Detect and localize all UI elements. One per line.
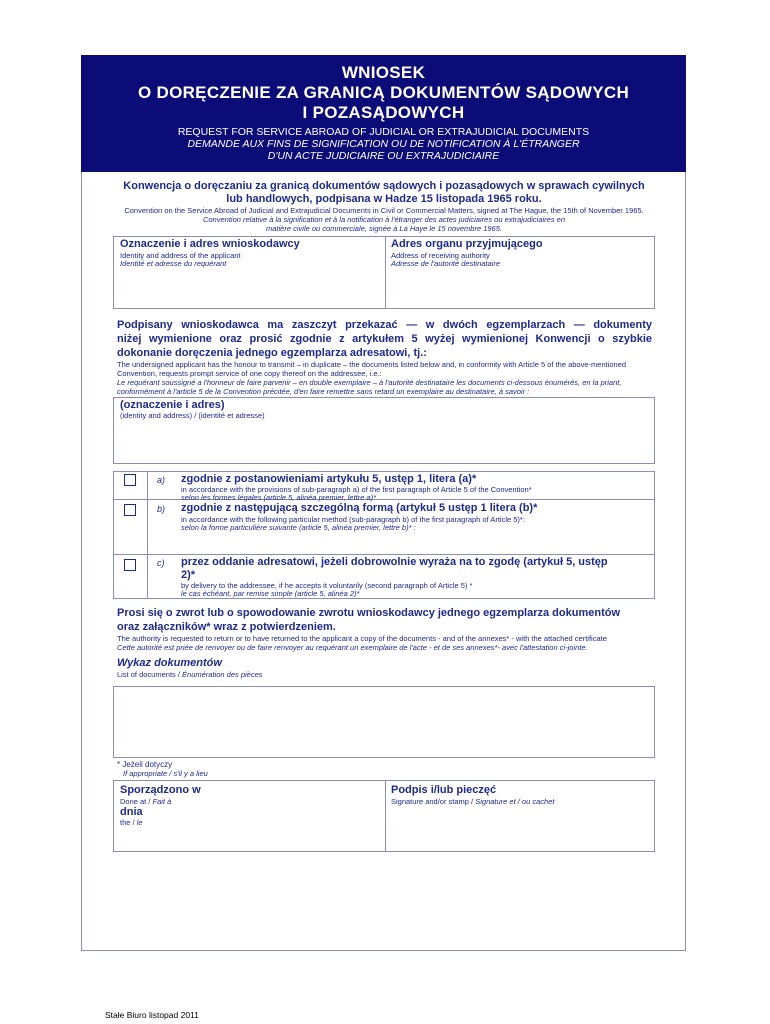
request-en-1: The undersigned applicant has the honour to transmit – in duplicate – the documents listed below and, in conformity with Article 5 of the above-mentioned bbox=[117, 360, 627, 369]
return-fr: Cette autorité est priée de renvoyer ou de faire renvoyer au requérant un exemplaire de l'acte - et de ses annexes*- avec l'attestation ci-jointe. bbox=[117, 643, 588, 652]
option-a-letter: a) bbox=[157, 475, 166, 485]
option-b-label: zgodnie z następującą szczególną formą (artykuł 5 ustęp 1 litera (b)* bbox=[181, 502, 538, 514]
option-row-divider bbox=[113, 554, 655, 555]
form-title-line3: I POZASĄDOWYCH bbox=[302, 103, 465, 122]
option-a-checkbox[interactable] bbox=[124, 474, 136, 486]
done-at-label: Sporządzono w bbox=[120, 784, 201, 796]
done-at-sub: Done at / Fait à bbox=[120, 797, 172, 806]
option-a-label: zgodnie z postanowieniami artykułu 5, ustęp 1, litera (a)* bbox=[181, 473, 477, 485]
footnote: * Jeżeli dotyczy bbox=[117, 760, 173, 769]
options-divider bbox=[147, 471, 148, 599]
return-text-1: Prosi się o zwrot lub o spowodowanie zwrotu wnioskodawcy jednego egzemplarza dokumentów bbox=[117, 607, 621, 619]
signature-label: Podpis i/lub pieczęć bbox=[391, 784, 497, 796]
footnote-en-fr: If appropriate / s'il y a lieu bbox=[123, 769, 208, 778]
option-b-fr: selon la forme particulière suivante (article 5, alinéa premier, lettre b)* : bbox=[181, 523, 416, 532]
authority-label: Adres organu przyjmującego bbox=[391, 238, 543, 250]
convention-fr-2: matière civile ou commerciale, signée à La Haye le 15 novembre 1965. bbox=[266, 224, 502, 233]
title-banner bbox=[81, 55, 686, 172]
convention-fr: Convention relative à la signification et à la notification à l'étranger des actes judiciaires ou extrajudiciaires en bbox=[202, 215, 566, 224]
return-en: The authority is requested to return or to have returned to the applicant a copy of the documents - and of the annexes* - with the attached certificate bbox=[117, 634, 607, 643]
date-field[interactable] bbox=[150, 806, 382, 826]
return-text-2: oraz załączników* wraz z potwierdzeniem. bbox=[117, 621, 336, 633]
request-fr-2: conformément à l'article 5 de la Convention précitée, d'en faire remettre sans retard un exemplaire au destinataire, à savoir : bbox=[117, 387, 530, 396]
addressee-label: (oznaczenie i adres) bbox=[120, 399, 225, 411]
done-at-field[interactable] bbox=[210, 784, 382, 804]
convention-block bbox=[100, 180, 668, 233]
applicant-field[interactable] bbox=[114, 270, 384, 308]
form-title-line2: O DORĘCZENIE ZA GRANICĄ DOKUMENTÓW SĄDOWYCH bbox=[137, 83, 630, 102]
option-c-checkbox[interactable] bbox=[124, 559, 136, 571]
applicant-label-fr: Identité et adresse du requérant bbox=[120, 259, 227, 268]
request-text-2: niżej wymienione oraz prosić zgodnie z artykułem 5 wyżej wymienionej Konwencji o szybkie bbox=[117, 333, 652, 345]
option-c-label-2: 2)* bbox=[181, 569, 196, 581]
option-b-en: in accordance with the following particular method (sub-paragraph b) of the first paragraph of Article 5)*: bbox=[181, 515, 525, 524]
form-subtitle-fr-2: D'UN ACTE JUDICIAIRE OU EXTRAJUDICIAIRE bbox=[267, 150, 500, 162]
convention-en: Convention on the Service Abroad of Judicial and Extrajudicial Documents in Civil or Commercial Matters, signed at The Hague, the 15th of November 1965. bbox=[124, 206, 644, 215]
documents-sub: List of documents / Énumération des pièces bbox=[117, 670, 263, 679]
request-text-3: dokonanie doręczenia jednego egzemplarza adresatowi, tj.: bbox=[117, 347, 427, 359]
option-a-fr: selon les formes légales (article 5, alinéa premier, lettre a)* bbox=[181, 493, 377, 502]
footer-note: Stałe Biuro listopad 2011 bbox=[105, 1010, 199, 1020]
request-fr-1: Le requérant soussigné a l'honneur de faire parvenir – en double exemplaire – à l'autorité destinataire les documents ci-dessous énumérés, en la priant, bbox=[117, 378, 622, 387]
signature-sub: Signature and/or stamp / Signature et / ou cachet bbox=[391, 797, 555, 806]
documents-label: Wykaz dokumentów bbox=[117, 657, 222, 669]
form-subtitle-en: REQUEST FOR SERVICE ABROAD OF JUDICIAL OR EXTRAJUDICIAL DOCUMENTS bbox=[177, 126, 590, 138]
option-c-letter: c) bbox=[157, 558, 165, 568]
option-c-en: by delivery to the addressee, if he accepts it voluntarily (second paragraph of Article 5) * bbox=[181, 581, 473, 590]
option-b-method-field[interactable] bbox=[181, 533, 651, 552]
addressee-sub: (identity and address) / (identité et adresse) bbox=[120, 411, 265, 420]
return-request bbox=[117, 606, 652, 652]
option-b-checkbox[interactable] bbox=[124, 504, 136, 516]
request-text-1: Podpisany wnioskodawca ma zaszczyt przekazać — w dwóch egzemplarzach — dokumenty bbox=[117, 319, 652, 331]
convention-title: Konwencja o doręczaniu za granicą dokumentów sądowych i pozasądowych w sprawach cywilnych bbox=[123, 180, 645, 192]
applicant-label-en: Identity and address of the applicant bbox=[120, 251, 241, 260]
option-c-fr: le cas échéant, par remise simple (article 5, alinéa 2)* bbox=[181, 589, 360, 598]
option-b-letter: b) bbox=[157, 504, 166, 514]
signature-field[interactable] bbox=[386, 808, 654, 851]
applicant-label: Oznaczenie i adres wnioskodawcy bbox=[120, 238, 300, 250]
request-paragraph bbox=[117, 318, 652, 396]
form-title: WNIOSEK bbox=[341, 63, 426, 82]
addressee-field[interactable] bbox=[114, 422, 654, 463]
option-c-label: przez oddanie adresatowi, jeżeli dobrowolnie wyraża na to zgodę (artykuł 5, ustęp bbox=[181, 556, 608, 568]
request-en-2: Convention, requests prompt service of one copy thereof on the addressee, i.e.: bbox=[117, 369, 382, 378]
option-a-en: in accordance with the provisions of sub-paragraph a) of the first paragraph of Article 5 of the Convention* bbox=[181, 485, 532, 494]
date-label: dnia bbox=[120, 806, 143, 818]
form-subtitle-fr: DEMANDE AUX FINS DE SIGNIFICATION OU DE NOTIFICATION À L'ÉTRANGER bbox=[187, 138, 580, 150]
authority-label-en: Address of receiving authority bbox=[391, 251, 490, 260]
date-sub: the / le bbox=[120, 818, 143, 827]
convention-title-2: lub handlowych, podpisana w Hadze 15 listopada 1965 roku. bbox=[226, 193, 542, 205]
authority-field[interactable] bbox=[386, 270, 654, 308]
documents-list-field[interactable] bbox=[113, 686, 655, 758]
authority-label-fr: Adresse de l'autorité destinataire bbox=[391, 259, 500, 268]
